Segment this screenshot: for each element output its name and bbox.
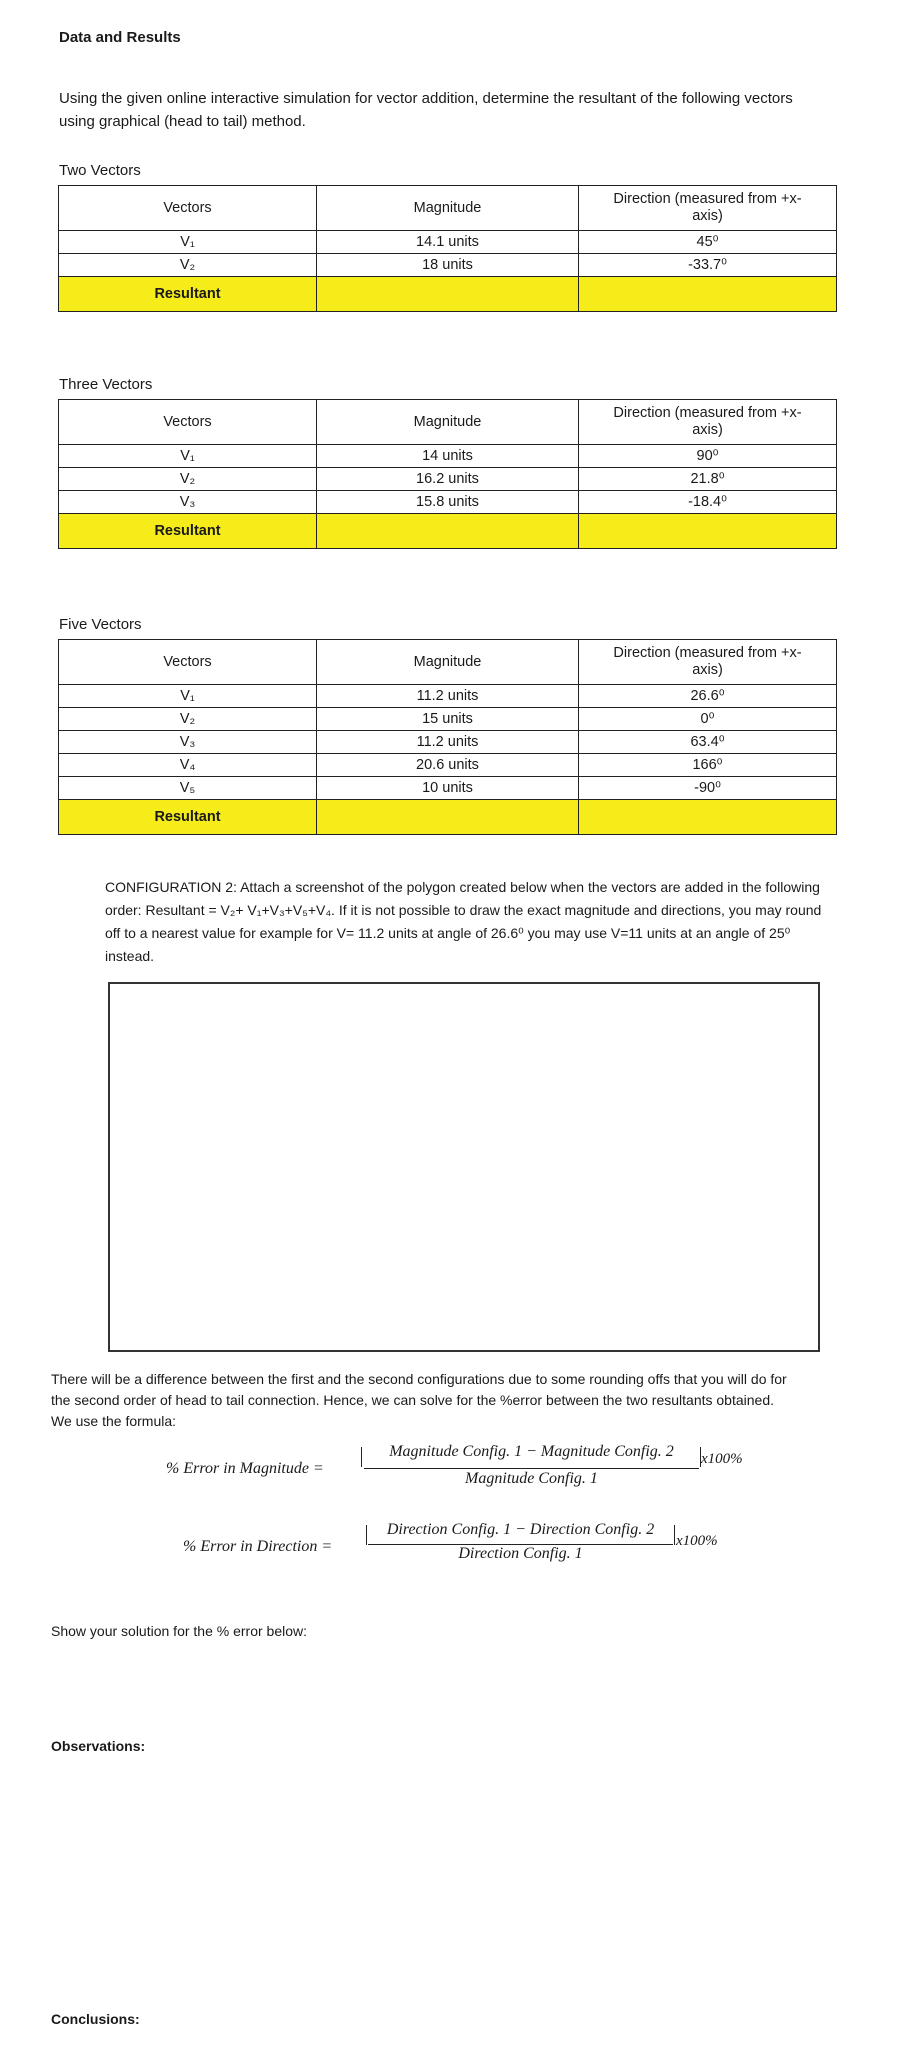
header-direction: Direction (measured from +x- axis) (579, 186, 837, 231)
table-row: V₃ 11.2 units 63.4⁰ (59, 731, 837, 754)
two-vectors-table (58, 185, 837, 312)
resultant-row: Resultant (59, 800, 837, 835)
abs-bar-left (361, 1447, 362, 1467)
header-vectors: Vectors (59, 400, 317, 445)
difference-line-1: There will be a difference between the first and the second configurations due to some rounding offs that you will do for (51, 1371, 787, 1387)
formula-magnitude-suffix: x100% (701, 1451, 743, 1467)
abs-bar-left (366, 1525, 367, 1545)
formula-magnitude-denominator: Magnitude Config. 1 (465, 1470, 598, 1487)
resultant-row: Resultant (59, 277, 837, 312)
table-row: V₁ 14.1 units 45⁰ (59, 231, 837, 254)
header-magnitude: Magnitude (317, 186, 579, 231)
formula-magnitude-label: % Error in Magnitude = (166, 1460, 324, 1477)
config2-line-2: order: Resultant = V₂+ V₁+V₃+V₅+V₄. If it is not possible to draw the exact magnitude and directions, you may round (105, 902, 822, 918)
two-vectors-title: Two Vectors (59, 162, 141, 179)
show-solution-label: Show your solution for the % error below: (51, 1623, 308, 1639)
difference-line-2: the second order of head to tail connection. Hence, we can solve for the %error between the two resultants obtained. (51, 1392, 774, 1408)
resultant-row: Resultant (59, 514, 837, 549)
formula-direction-denominator: Direction Config. 1 (458, 1545, 583, 1562)
section-title: Data and Results (59, 29, 181, 46)
conclusions-label: Conclusions: (51, 2011, 140, 2027)
table-row: V₃ 15.8 units -18.4⁰ (59, 491, 837, 514)
formula-magnitude-numerator: Magnitude Config. 1 − Magnitude Config. 2 (389, 1443, 674, 1460)
header-vectors: Vectors (59, 186, 317, 231)
observations-label: Observations: (51, 1738, 146, 1754)
table-row: V₂ 15 units 0⁰ (59, 708, 837, 731)
config2-line-3: off to a nearest value for example for V= 11.2 units at angle of 26.6⁰ you may use V=11 units at an angle of 25⁰ (105, 925, 791, 941)
config2-paragraph (105, 876, 895, 968)
abs-bar-right (674, 1525, 675, 1545)
intro-line-1: Using the given online interactive simulation for vector addition, determine the resultant of the following vectors (59, 90, 793, 107)
three-vectors-table (58, 399, 837, 549)
formula-direction-suffix: x100% (676, 1533, 718, 1549)
header-vectors: Vectors (59, 640, 317, 685)
table-row: V₁ 11.2 units 26.6⁰ (59, 685, 837, 708)
table-row: V₁ 14 units 90⁰ (59, 445, 837, 468)
config2-line-4: instead. (105, 948, 155, 964)
formula-direction-numerator: Direction Config. 1 − Direction Config. 2 (386, 1521, 655, 1538)
difference-paragraph (51, 1369, 901, 1432)
header-magnitude: Magnitude (317, 400, 579, 445)
five-vectors-title: Five Vectors (59, 616, 142, 633)
five-vectors-table (58, 639, 837, 835)
header-direction: Direction (measured from +x- axis) (579, 640, 837, 685)
config2-line-1: CONFIGURATION 2: Attach a screenshot of the polygon created below when the vectors are added in the following (105, 879, 820, 895)
formula-direction-label: % Error in Direction = (183, 1538, 333, 1555)
three-vectors-title: Three Vectors (59, 376, 153, 393)
table-row: V₂ 16.2 units 21.8⁰ (59, 468, 837, 491)
table-row: V₅ 10 units -90⁰ (59, 777, 837, 800)
polygon-screenshot-box[interactable] (108, 982, 820, 1352)
table-row: V₄ 20.6 units 166⁰ (59, 754, 837, 777)
intro-line-2: using graphical (head to tail) method. (59, 113, 306, 130)
difference-line-3: We use the formula: (51, 1413, 177, 1429)
header-direction: Direction (measured from +x- axis) (579, 400, 837, 445)
table-row: V₂ 18 units -33.7⁰ (59, 254, 837, 277)
fraction-line (364, 1468, 699, 1469)
header-magnitude: Magnitude (317, 640, 579, 685)
